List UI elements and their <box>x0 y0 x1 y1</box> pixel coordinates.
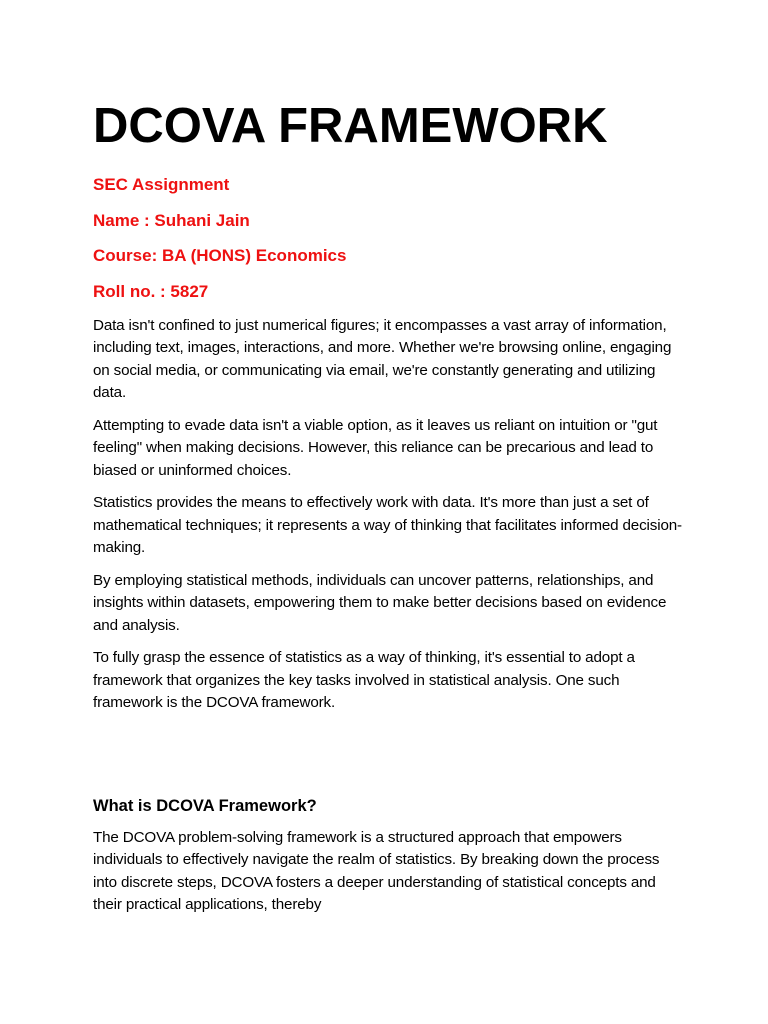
intro-paragraph-1: Data isn't confined to just numerical figures; it encompasses a vast array of information, including text, images, interactions, and more. Whether we're browsing online, engaging on social media, or communicating via email, we're constantly generating and utilizing data. <box>93 316 672 401</box>
intro-body <box>93 315 683 715</box>
course-name: Course: BA (HONS) Economics <box>93 246 347 265</box>
section-paragraph: The DCOVA problem-solving framework is a structured approach that empowers individuals to effectively navigate the realm of statistics. By breaking down the process into discrete steps, DCOVA fosters a deeper understanding of statistical concepts and their practical applications, thereby <box>93 828 660 913</box>
document-page <box>93 96 683 917</box>
intro-paragraph-3: Statistics provides the means to effectively work with data. It's more than just a set of mathematical techniques; it represents a way of thinking that facilitates informed decision-making. <box>93 494 682 556</box>
intro-paragraph-5: To fully grasp the essence of statistics as a way of thinking, it's essential to adopt a framework that organizes the key tasks involved in statistical analysis. One such framework is the DCOVA framework. <box>93 649 635 711</box>
intro-paragraph-4: By employing statistical methods, individuals can uncover patterns, relationships, and insights within datasets, empowering them to make better decisions based on evidence and analysis. <box>93 571 667 634</box>
assignment-label: SEC Assignment <box>93 175 230 194</box>
intro-paragraph-2: Attempting to evade data isn't a viable option, as it leaves us reliant on intuition or "gut feeling" when making decisions. However, this reliance can be precarious and lead to biased or uninformed choices. <box>93 416 658 479</box>
document-title: DCOVA FRAMEWORK <box>93 99 608 153</box>
roll-number: Roll no. : 5827 <box>93 281 209 301</box>
student-name: Name : Suhani Jain <box>93 210 250 230</box>
section-heading: What is DCOVA Framework? <box>93 796 317 815</box>
